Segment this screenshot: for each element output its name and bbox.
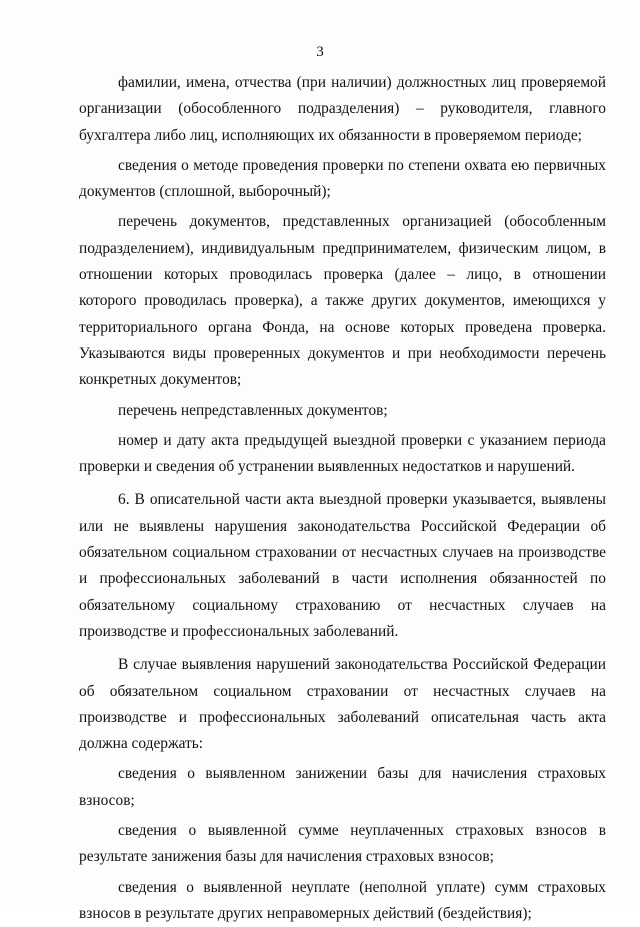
paragraph-violations-case: В случае выявления нарушений законодательства Российской Федерации об обязательном социальном страховании от несчастных случаев на производстве и профессиональных заболеваний описательная часть акта должна содержать:	[79, 656, 606, 753]
paragraph-section-6: 6. В описательной части акта выездной проверки указывается, выявлены или не выявлены нарушения законодательства Российской Федерации об обязательном социальном страховании от несчастных случаев на производстве и профессиональных заболеваний в части исполнения обязанностей по обязательному социальному страхованию от несчастных случаев на производстве и профессиональных заболеваний.	[79, 491, 606, 640]
paragraph-officials-names: фамилии, имена, отчества (при наличии) должностных лиц проверяемой организации (обособленного подразделения) – руководителя, главного бухгалтера либо лиц, исполняющих их обязанности в проверяемом периоде;	[79, 74, 606, 144]
paragraph-documents-list: перечень документов, представленных организацией (обособленным подразделением), индивидуальным предпринимателем, физическим лицом, в отношении которых проводилась проверка (далее – лицо, в отношении которого проводилась проверка), а также других документов, имеющихся у территориального органа Фонда, на основе которых проведена проверка. Указываются виды проверенных документов и при необходимости перечень конкретных документов;	[79, 213, 606, 389]
paragraph-unpaid-sum: сведения о выявленной сумме неуплаченных страховых взносов в результате занижения базы для начисления страховых взносов;	[79, 822, 606, 866]
paragraph-inspection-method: сведения о методе проведения проверки по степени охвата ею первичных документов (сплошной, выборочный);	[79, 156, 606, 201]
paragraph-base-understatement: сведения о выявленном занижении базы для начисления страховых взносов;	[79, 765, 606, 809]
paragraph-non-payment: сведения о выявленной неуплате (неполной уплате) сумм страховых взносов в результате других неправомерных действий (бездействия);	[79, 878, 606, 922]
document-body	[79, 70, 606, 927]
paragraph-missing-documents: перечень непредставленных документов;	[118, 401, 388, 419]
page-number: 3	[316, 44, 324, 60]
paragraph-previous-act: номер и дату акта предыдущей выездной проверки с указанием периода проверки и сведения об устранении выявленных недостатков и нарушений.	[79, 431, 606, 476]
